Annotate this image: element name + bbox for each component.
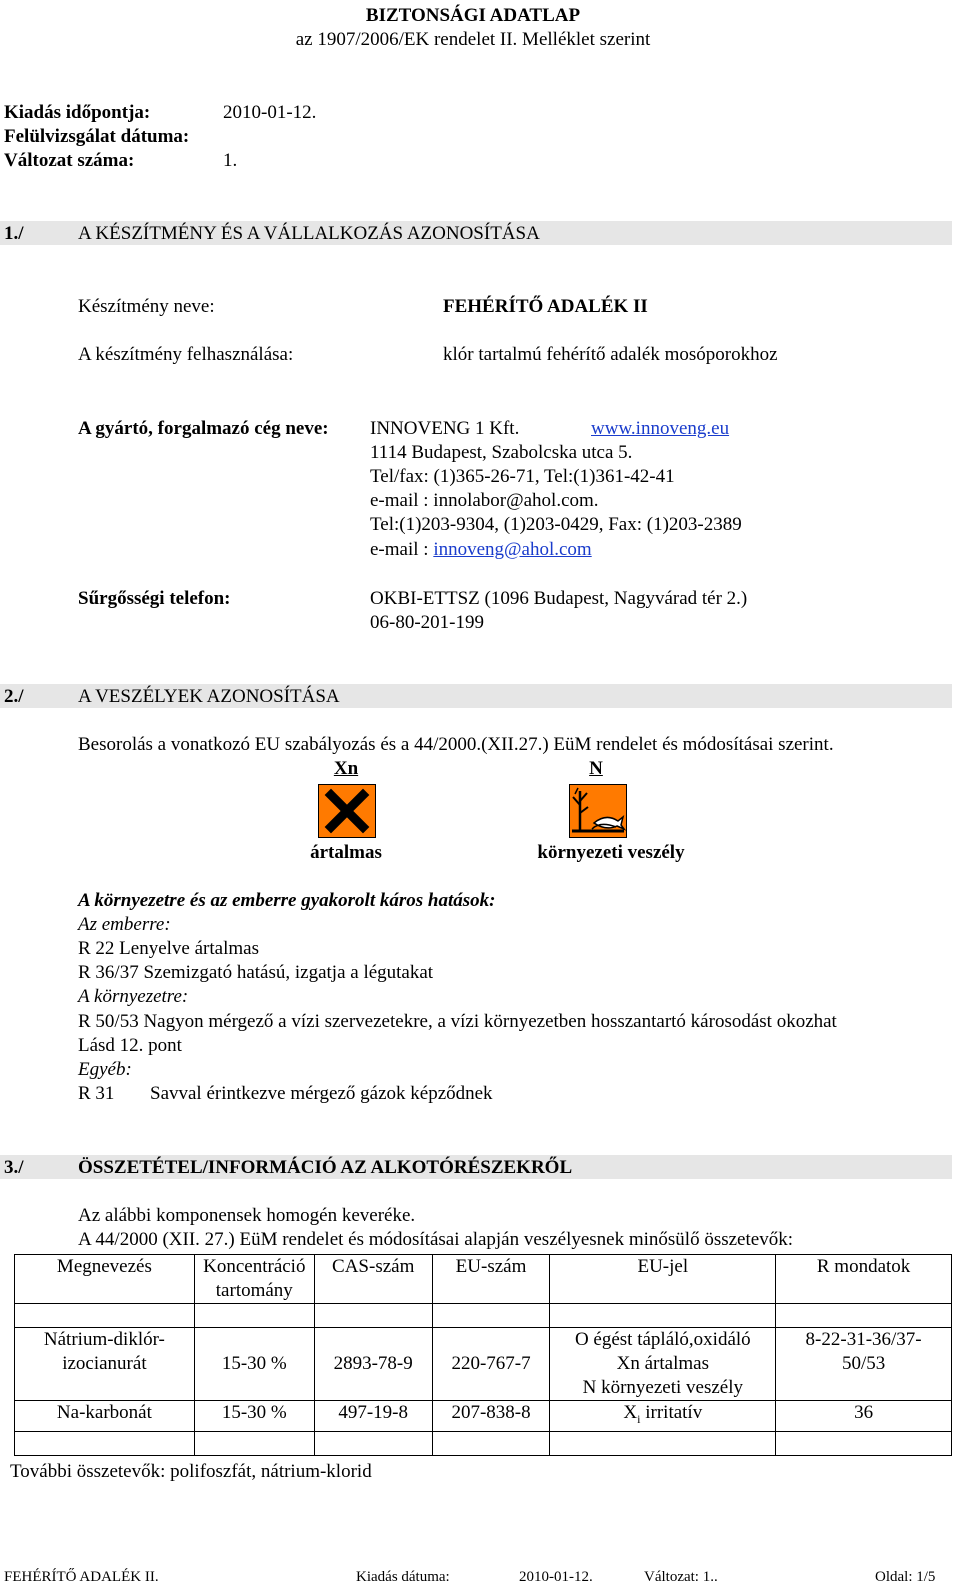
- eu-symbol-main: X: [623, 1402, 638, 1423]
- emergency-line-2: 06-80-201-199: [370, 612, 484, 633]
- section-3-title: ÖSSZETÉTEL/INFORMÁCIÓ AZ ALKOTÓRÉSZEKRŐL: [78, 1157, 573, 1178]
- harmful-cross-icon: [318, 784, 376, 838]
- header-eu-symbol: EU-jel: [550, 1255, 776, 1304]
- cell-eu-number: 207-838-8: [432, 1401, 550, 1432]
- company-telfax: Tel/fax: (1)365-26-71, Tel:(1)361-42-41: [370, 466, 675, 487]
- review-date-label: Felülvizsgálat dátuma:: [4, 126, 190, 147]
- see-section-12: Lásd 12. pont: [78, 1035, 182, 1056]
- cell-eu-number: 220-767-7: [432, 1328, 550, 1401]
- footer-version: Változat: 1..: [644, 1569, 718, 1585]
- footer-issue-value: 2010-01-12.: [519, 1569, 593, 1585]
- cell-r-phrases: [776, 1328, 952, 1401]
- cell-eu-symbol-line: N környezeti veszély: [582, 1377, 743, 1398]
- other-label: Egyéb:: [78, 1059, 132, 1080]
- environment-hazard-icon: [569, 784, 627, 838]
- cell-r-line: 8-22-31-36/37-: [805, 1329, 922, 1350]
- table-row: [15, 1328, 952, 1401]
- cell-eu-symbol-line: O égést tápláló,oxidáló: [574, 1329, 751, 1350]
- section-3-number: 3./: [4, 1157, 24, 1178]
- usage-value: klór tartalmú fehérítő adalék mosóporokhoz: [443, 344, 778, 365]
- section-1-number: 1./: [4, 223, 24, 244]
- table-spacer-row: [15, 1304, 952, 1328]
- header-cas: CAS-szám: [314, 1255, 432, 1304]
- symbol-code-n: N: [589, 758, 603, 779]
- header-eu-number: EU-szám: [432, 1255, 550, 1304]
- cell-eu-symbol: [550, 1328, 776, 1401]
- footer-page: Oldal: 1/5: [875, 1569, 936, 1585]
- document-subtitle: az 1907/2006/EK rendelet II. Melléklet szerint: [295, 29, 651, 50]
- company-name: INNOVENG 1 Kft.: [370, 418, 520, 439]
- r31-code: R 31: [78, 1083, 115, 1104]
- composition-intro-2: A 44/2000 (XII. 27.) EüM rendelet és módosításai alapján veszélyesnek minősülő összetevők:: [78, 1229, 793, 1250]
- cell-name-line: Nátrium-diklór-: [43, 1329, 165, 1350]
- footer-product: FEHÉRÍTŐ ADALÉK II.: [4, 1569, 159, 1585]
- email-2-prefix: e-mail :: [370, 539, 434, 560]
- eu-symbol-rest: irritatív: [640, 1402, 703, 1423]
- usage-label: A készítmény felhasználása:: [78, 344, 294, 365]
- company-email-1: e-mail : innolabor@ahol.com.: [370, 490, 599, 511]
- r22-phrase: R 22 Lenyelve ártalmas: [78, 938, 259, 959]
- email-2-link[interactable]: innoveng@ahol.com: [433, 539, 592, 560]
- classification-text: Besorolás a vonatkozó EU szabályozás és a 44/2000.(XII.27.) EüM rendelet és módosításai szerint.: [78, 734, 834, 755]
- company-tel-2: Tel:(1)203-9304, (1)203-0429, Fax: (1)203-2389: [370, 514, 742, 535]
- cell-r-phrases: 36: [776, 1401, 952, 1432]
- header-concentration: Koncentráció tartomány: [194, 1255, 314, 1304]
- composition-table: [14, 1254, 952, 1456]
- product-name: FEHÉRÍTŐ ADALÉK II: [443, 296, 648, 317]
- cell-eu-symbol: [550, 1401, 776, 1432]
- company-address: 1114 Budapest, Szabolcska utca 5.: [370, 442, 633, 463]
- header-name: Megnevezés: [15, 1255, 195, 1304]
- version-value: 1.: [223, 150, 238, 171]
- cell-cas: 2893-78-9: [314, 1328, 432, 1401]
- version-label: Változat száma:: [4, 150, 135, 171]
- cell-name: [15, 1328, 195, 1401]
- emergency-label: Sűrgősségi telefon:: [78, 588, 231, 609]
- r3637-phrase: R 36/37 Szemizgató hatású, izgatja a légutakat: [78, 962, 434, 983]
- cell-name: Na-karbonát: [15, 1401, 195, 1432]
- table-spacer-row: [15, 1431, 952, 1455]
- header-r-phrases: R mondatok: [776, 1255, 952, 1304]
- cell-concentration: 15-30 %: [194, 1401, 314, 1432]
- additional-components: További összetevők: polifoszfát, nátrium-klorid: [10, 1461, 372, 1482]
- company-label: A gyártó, forgalmazó cég neve:: [78, 418, 329, 439]
- section-1-title: A KÉSZÍTMÉNY ÉS A VÁLLALKOZÁS AZONOSÍTÁSA: [78, 223, 540, 244]
- symbol-label-environment: környezeti veszély: [537, 842, 685, 863]
- emergency-line-1: OKBI-ETTSZ (1096 Budapest, Nagyvárad tér 2.): [370, 588, 748, 609]
- eu-symbol-sub: i: [637, 1411, 641, 1426]
- document-title: BIZTONSÁGI ADATLAP: [365, 5, 581, 26]
- cell-cas: 497-19-8: [314, 1401, 432, 1432]
- issue-date-value: 2010-01-12.: [223, 102, 317, 123]
- company-email-2-row: [370, 538, 592, 562]
- r5053-phrase: R 50/53 Nagyon mérgező a vízi szervezetekre, a vízi környezetben hosszantartó károsodást okozhat: [78, 1011, 837, 1032]
- r31-text: Savval érintkezve mérgező gázok képződnek: [150, 1083, 493, 1104]
- table-row: [15, 1401, 952, 1432]
- cell-name-line: izocianurát: [62, 1353, 147, 1374]
- issue-date-label: Kiadás időpontja:: [4, 102, 151, 123]
- section-2-title: A VESZÉLYEK AZONOSÍTÁSA: [78, 686, 340, 707]
- symbol-label-harmful: ártalmas: [310, 842, 382, 863]
- environment-label: A környezetre:: [78, 986, 189, 1007]
- cell-eu-symbol-line: Xn ártalmas: [616, 1353, 709, 1374]
- footer-issue-label: Kiadás dátuma:: [356, 1569, 450, 1585]
- cell-r-line: 50/53: [841, 1353, 886, 1374]
- effects-heading: A környezetre és az emberre gyakorolt káros hatások:: [78, 890, 496, 911]
- section-2-number: 2./: [4, 686, 24, 707]
- website-link[interactable]: www.innoveng.eu: [591, 418, 730, 439]
- product-name-label: Készítmény neve:: [78, 296, 215, 317]
- composition-intro-1: Az alábbi komponensek homogén keveréke.: [78, 1205, 416, 1226]
- humans-label: Az emberre:: [78, 914, 171, 935]
- cell-concentration: 15-30 %: [194, 1328, 314, 1401]
- table-header-row: [15, 1255, 952, 1304]
- symbol-code-xn: Xn: [333, 758, 359, 779]
